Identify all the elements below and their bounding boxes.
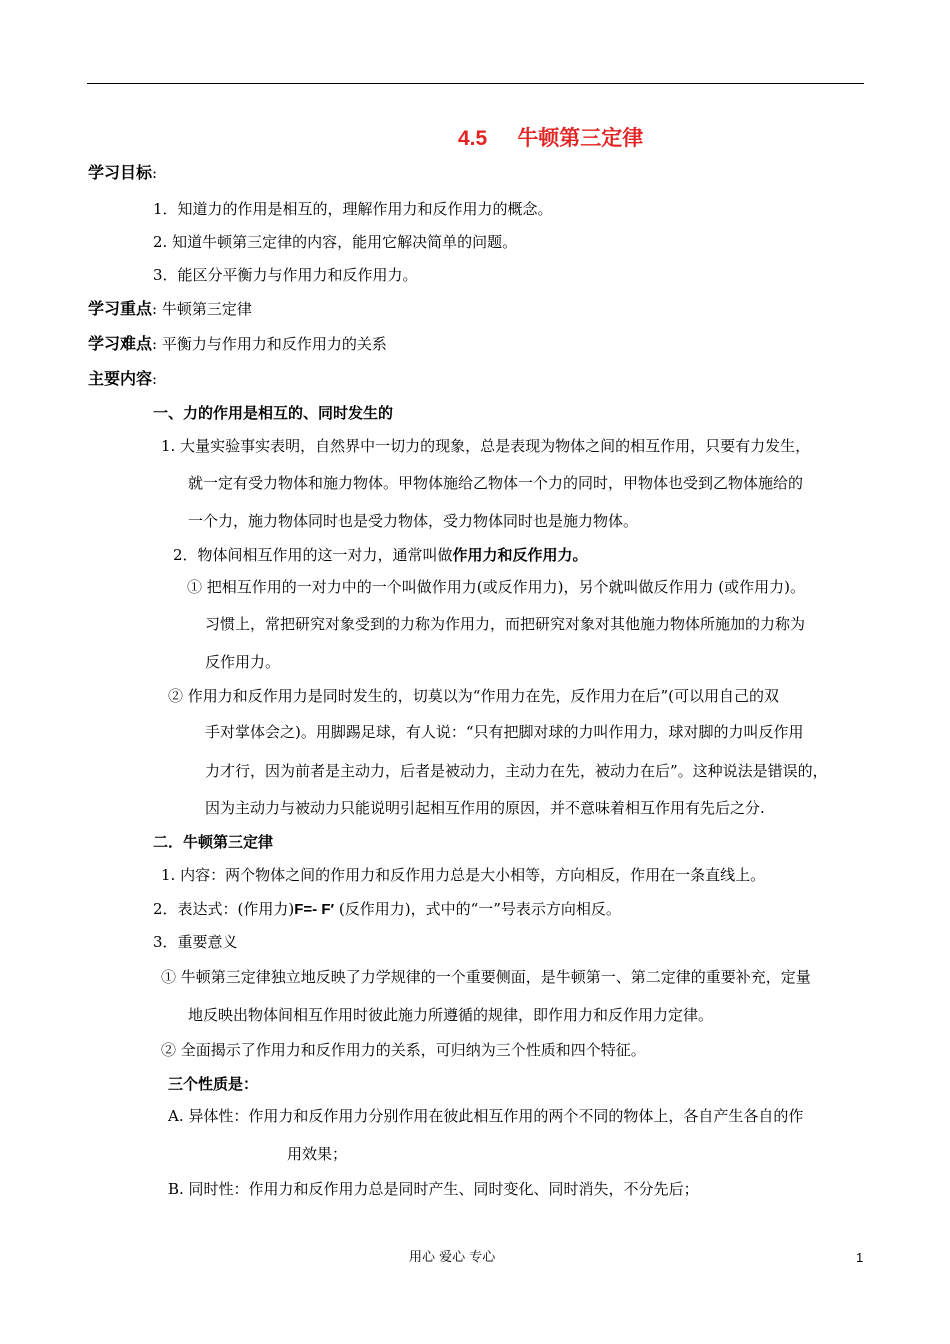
s1-c2-line1: ② 作用力和反作用力是同时发生的，切莫以为“作用力在先，反作用力在后”(可以用自己的双: [168, 687, 779, 705]
goals-colon: :: [152, 164, 158, 182]
content-heading: [88, 369, 157, 389]
s1-c1-line3: 反作用力。: [205, 653, 281, 671]
s1-p2-bold: 作用力和反作用力。: [452, 546, 588, 564]
s1-p1-line3: 一个力，施力物体同时也是受力物体，受力物体同时也是施力物体。: [188, 512, 639, 530]
s1-c2-line3: 力才行，因为前者是主动力，后者是被动力，主动力在先，被动力在后”。这种说法是错误的，: [205, 762, 828, 780]
page-title: [458, 125, 643, 152]
section1-heading: 一、力的作用是相互的、同时发生的: [153, 404, 394, 422]
focus-label: 学习重点: [88, 299, 153, 318]
header-rule: [87, 83, 864, 84]
s1-c1-line2: 习惯上，常把研究对象受到的力称为作用力，而把研究对象对其他施力物体所施加的力称为: [205, 615, 806, 633]
difficulty-label: 学习难点: [88, 334, 153, 353]
goals-heading: [88, 163, 157, 183]
s1-p1-line1: 1. 大量实验事实表明，自然界中一切力的现象，总是表现为物体之间的相互作用，只要有力发生，: [161, 437, 811, 455]
s1-c2-line4: 因为主动力与被动力只能说明引起相互作用的原因，并不意味着相互作用有先后之分.: [205, 799, 765, 817]
title-number: 4.5: [458, 127, 488, 150]
title-text: 牛顿第三定律: [517, 125, 644, 150]
s1-p2-prefix: 2．物体间相互作用的这一对力，通常叫做: [173, 546, 453, 564]
goals-label: 学习目标: [88, 163, 153, 182]
s1-c2-line2: 手对掌体会之)。用脚踢足球，有人说：“只有把脚对球的力叫作用力，球对脚的力叫反作用: [205, 723, 804, 741]
props-heading: 三个性质是：: [168, 1075, 259, 1093]
difficulty-text: : 平衡力与作用力和反作用力的关系: [152, 335, 387, 353]
s2-item2-a: 2．表达式：(作用力): [153, 900, 295, 918]
s1-c1-line1: ① 把相互作用的一对力中的一个叫做作用力(或反作用力)，另个就叫做反作用力 (或作用力)。: [187, 578, 805, 596]
goal-item-3: 3．能区分平衡力与作用力和反作用力。: [153, 266, 418, 284]
focus-text: : 牛顿第三定律: [152, 300, 252, 318]
s2-item2-b: (反作用力)，式中的“一”号表示方向相反。: [334, 900, 621, 918]
s2-formula: F=- F′: [294, 901, 335, 918]
prop-a-line2: 用效果；: [287, 1145, 348, 1163]
goal-item-1: 1．知道力的作用是相互的，理解作用力和反作用力的概念。: [153, 200, 553, 218]
goal-item-2: 2. 知道牛顿第三定律的内容，能用它解决简单的问题。: [153, 233, 518, 251]
s2-item1: 1. 内容：两个物体之间的作用力和反作用力总是大小相等，方向相反，作用在一条直线上。: [161, 866, 766, 884]
content-label: 主要内容: [88, 369, 153, 388]
s1-p2: [173, 545, 588, 565]
footer-motto: 用心 爱心 专心: [409, 1250, 496, 1265]
s1-p1-line2: 就一定有受力物体和施力物体。甲物体施给乙物体一个力的同时，甲物体也受到乙物体施给的: [188, 474, 804, 492]
difficulty-row: [88, 334, 387, 354]
s2-item3: 3．重要意义: [153, 933, 238, 951]
focus-row: [88, 299, 252, 319]
s2-m1-line1: ① 牛顿第三定律独立地反映了力学规律的一个重要侧面，是牛顿第一、第二定律的重要补充，定量: [161, 968, 811, 986]
prop-a-line1: A. 异体性：作用力和反作用力分别作用在彼此相互作用的两个不同的物体上，各自产生各自的作: [168, 1107, 804, 1125]
content-colon: :: [152, 370, 158, 388]
s2-m1-line2: 地反映出物体间相互作用时彼此施力所遵循的规律，即作用力和反作用力定律。: [188, 1006, 714, 1024]
s2-item2: [153, 899, 621, 920]
page-number: 1: [856, 1250, 864, 1265]
prop-b: B. 同时性：作用力和反作用力总是同时产生、同时变化、同时消失，不分先后；: [168, 1180, 699, 1198]
section2-heading: 二．牛顿第三定律: [153, 833, 274, 851]
s2-m2: ② 全面揭示了作用力和反作用力的关系，可归纳为三个性质和四个特征。: [161, 1041, 646, 1059]
